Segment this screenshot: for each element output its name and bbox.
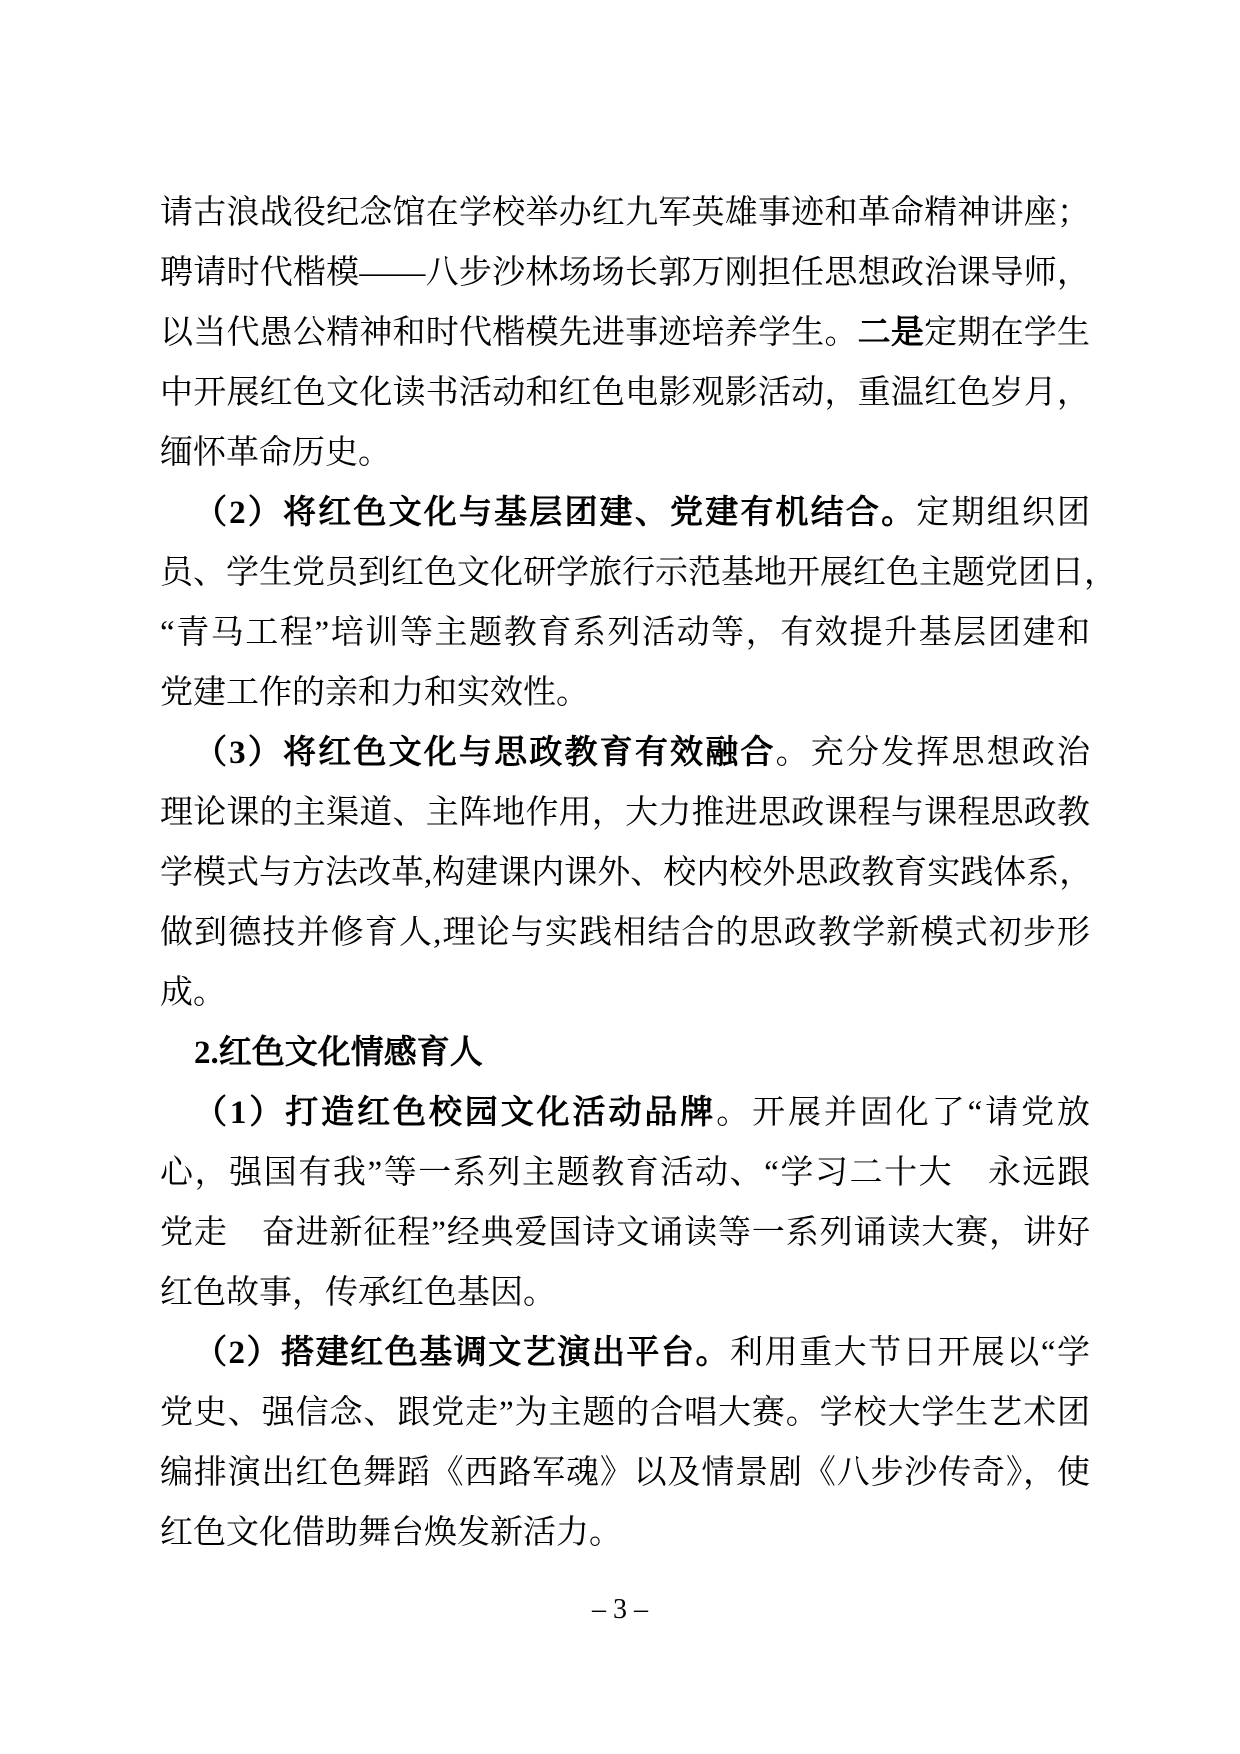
text-line xyxy=(160,723,1090,783)
text-run: 党史、强信念、跟党走”为主题的合唱大赛。学校大学生艺术团 xyxy=(160,1395,1090,1431)
bold-run: （1）打造红色校园文化活动品牌 xyxy=(194,1095,717,1131)
text-line xyxy=(160,1143,1090,1203)
text-run: 以当代愚公精神和时代楷模先进事迹培养学生。 xyxy=(160,315,858,351)
text-run: “青马工程”培训等主题教育系列活动等，有效提升基层团建和 xyxy=(160,615,1090,651)
bold-run: 二是 xyxy=(857,315,925,351)
text-run: 学模式与方法改革,构建课内课外、校内校外思政教育实践体系， xyxy=(160,855,1093,891)
bold-run: （2）将红色文化与基层团建、党建有机结合。 xyxy=(194,495,917,531)
text-run: 请古浪战役纪念馆在学校举办红九军英雄事迹和革命精神讲座； xyxy=(160,195,1090,231)
text-line xyxy=(160,183,1090,243)
text-run: 员、学生党员到红色文化研学旅行示范基地开展红色主题党团日， xyxy=(160,555,1117,591)
document-body xyxy=(160,183,1117,1563)
text-run: 。开展并固化了“请党放 xyxy=(716,1095,1091,1131)
text-run: 做到德技并修育人,理论与实践相结合的思政教学新模式初步形 xyxy=(160,915,1090,951)
text-run: 缅怀革命历史。 xyxy=(160,435,391,471)
text-run: 红色故事，传承红色基因。 xyxy=(160,1275,556,1311)
text-line xyxy=(160,783,1090,843)
text-line xyxy=(160,483,1090,543)
text-run: 党建工作的亲和力和实效性。 xyxy=(160,675,589,711)
page-number: – 3 – xyxy=(592,1594,648,1625)
paragraph xyxy=(160,483,1117,723)
text-run: 。充分发挥思想政治 xyxy=(775,735,1091,771)
heading-line xyxy=(160,1023,1090,1083)
section-heading xyxy=(160,1023,1090,1083)
text-run: 聘请时代楷模——八步沙林场场长郭万刚担任思想政治课导师， xyxy=(160,255,1090,291)
text-run: 党走 奋进新征程”经典爱国诗文诵读等一系列诵读大赛，讲好 xyxy=(160,1215,1090,1251)
text-line xyxy=(160,1383,1090,1443)
bold-run: （3）将红色文化与思政教育有效融合 xyxy=(194,735,776,771)
paragraph xyxy=(160,1323,1090,1563)
text-line xyxy=(160,1203,1090,1263)
text-line xyxy=(160,1323,1090,1383)
text-line xyxy=(160,363,1090,423)
text-line xyxy=(160,903,1090,963)
text-run: 中开展红色文化读书活动和红色电影观影活动，重温红色岁月， xyxy=(160,375,1090,411)
text-line xyxy=(160,1083,1090,1143)
text-line xyxy=(160,663,1090,723)
text-line xyxy=(160,843,1093,903)
text-run: 编排演出红色舞蹈《西路军魂》以及情景剧《八步沙传奇》，使 xyxy=(160,1455,1090,1491)
text-line xyxy=(160,423,1090,483)
text-line xyxy=(160,303,1090,363)
text-run: 红色文化借助舞台焕发新活力。 xyxy=(160,1515,622,1551)
text-run: 定期组织团 xyxy=(916,495,1091,531)
text-line xyxy=(160,963,1090,1023)
text-run: 定期在学生 xyxy=(924,315,1091,351)
page-footer xyxy=(0,1586,1240,1634)
text-run: 心，强国有我”等一系列主题教育活动、“学习二十大 永远跟 xyxy=(160,1155,1090,1191)
text-line xyxy=(160,243,1090,303)
text-run: 利用重大节日开展以“学 xyxy=(730,1335,1091,1371)
text-run: 理论课的主渠道、主阵地作用，大力推进思政课程与课程思政教 xyxy=(160,795,1090,831)
text-line xyxy=(160,1263,1090,1323)
paragraph xyxy=(160,723,1093,1023)
text-line xyxy=(160,1443,1090,1503)
text-line xyxy=(160,1503,1090,1563)
text-line xyxy=(160,603,1090,663)
bold-run: （2）搭建红色基调文艺演出平台。 xyxy=(194,1335,731,1371)
paragraph xyxy=(160,183,1090,483)
text-run: 成。 xyxy=(160,975,226,1011)
text-line xyxy=(160,543,1117,603)
paragraph xyxy=(160,1083,1090,1323)
bold-run: 2.红色文化情感育人 xyxy=(194,1035,483,1071)
